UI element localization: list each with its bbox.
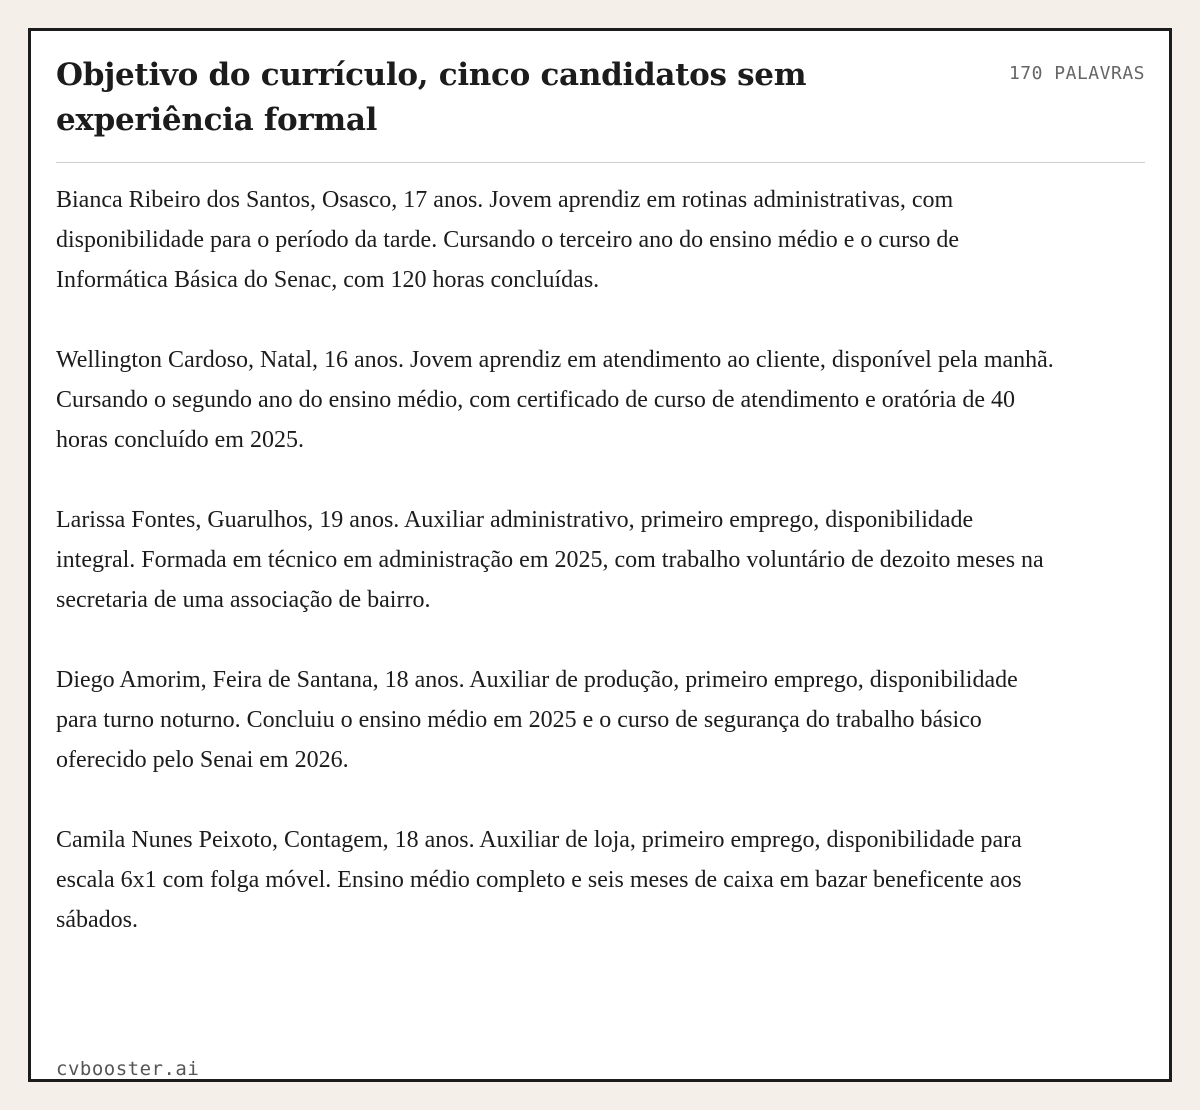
document-header xyxy=(56,53,1145,163)
page-title: Objetivo do currículo, cinco candidatos sem experiência formal xyxy=(56,57,807,138)
candidate-paragraph: Bianca Ribeiro dos Santos, Osasco, 17 anos. Jovem aprendiz em rotinas administrativas, com disponibilidade para o período da tarde. Cursando o terceiro ano do ensino médio e o curso de Informática Básica do Senac, com 120 horas concluídas. xyxy=(56,187,960,293)
candidate-paragraph: Diego Amorim, Feira de Santana, 18 anos. Auxiliar de produção, primeiro emprego, disponibilidade para turno noturno. Concluiu o ensino médio em 2025 e o curso de segurança do trabalho básico oferecido pelo Senai em 2026. xyxy=(56,667,1018,773)
word-count-badge: 170 PALAVRAS xyxy=(1008,63,1145,84)
candidate-paragraph: Wellington Cardoso, Natal, 16 anos. Jovem aprendiz em atendimento ao cliente, disponível pela manhã. Cursando o segundo ano do ensino médio, com certificado de curso de atendimento e oratória de 40 horas concluído em 2025. xyxy=(56,347,1054,453)
candidate-paragraph: Larissa Fontes, Guarulhos, 19 anos. Auxiliar administrativo, primeiro emprego, disponibilidade integral. Formada em técnico em administração em 2025, com trabalho voluntário de dezoito meses na secretaria de uma associação de bairro. xyxy=(56,507,1044,613)
brand-footer: cvbooster.ai xyxy=(56,1058,200,1080)
candidate-paragraph: Camila Nunes Peixoto, Contagem, 18 anos. Auxiliar de loja, primeiro emprego, disponibilidade para escala 6x1 com folga móvel. Ensino médio completo e seis meses de caixa em bazar beneficente aos sábados. xyxy=(56,827,1022,933)
document-body xyxy=(56,180,1056,940)
document-card xyxy=(28,28,1172,1082)
